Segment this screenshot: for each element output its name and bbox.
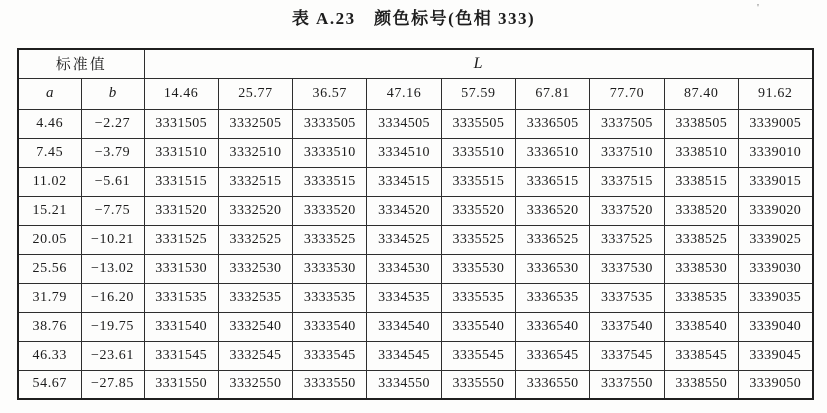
a-value-cell: 7.45 bbox=[18, 138, 81, 167]
code-cell: 3331505 bbox=[144, 109, 218, 138]
code-cell: 3332515 bbox=[218, 167, 292, 196]
table-row bbox=[18, 196, 813, 225]
code-cell: 3333550 bbox=[293, 370, 367, 399]
code-cell: 3332520 bbox=[218, 196, 292, 225]
l-group-header: L bbox=[144, 49, 813, 78]
code-cell: 3331520 bbox=[144, 196, 218, 225]
code-cell: 3337540 bbox=[590, 312, 664, 341]
code-cell: 3334525 bbox=[367, 225, 441, 254]
code-cell: 3335530 bbox=[441, 254, 515, 283]
code-cell: 3337515 bbox=[590, 167, 664, 196]
code-cell: 3333545 bbox=[293, 341, 367, 370]
b-value-cell: −2.27 bbox=[81, 109, 144, 138]
table-title: 表 A.23 颜色标号(色相 333) bbox=[291, 9, 536, 28]
code-cell: 3337535 bbox=[590, 283, 664, 312]
b-value-cell: −13.02 bbox=[81, 254, 144, 283]
table-row bbox=[18, 370, 813, 399]
code-cell: 3339040 bbox=[738, 312, 812, 341]
l-value-header: 25.77 bbox=[218, 78, 292, 109]
code-cell: 3337505 bbox=[590, 109, 664, 138]
table-row bbox=[18, 225, 813, 254]
code-cell: 3333520 bbox=[293, 196, 367, 225]
code-cell: 3338540 bbox=[664, 312, 738, 341]
a-value-cell: 38.76 bbox=[18, 312, 81, 341]
b-value-cell: −5.61 bbox=[81, 167, 144, 196]
a-value-cell: 4.46 bbox=[18, 109, 81, 138]
code-cell: 3331510 bbox=[144, 138, 218, 167]
code-cell: 3334530 bbox=[367, 254, 441, 283]
code-cell: 3339050 bbox=[738, 370, 812, 399]
code-cell: 3332505 bbox=[218, 109, 292, 138]
code-cell: 3331545 bbox=[144, 341, 218, 370]
code-cell: 3338505 bbox=[664, 109, 738, 138]
a-value-cell: 46.33 bbox=[18, 341, 81, 370]
code-cell: 3333525 bbox=[293, 225, 367, 254]
code-cell: 3332525 bbox=[218, 225, 292, 254]
code-cell: 3335545 bbox=[441, 341, 515, 370]
b-column-header: b bbox=[81, 78, 144, 109]
code-cell: 3337530 bbox=[590, 254, 664, 283]
code-cell: 3338510 bbox=[664, 138, 738, 167]
code-cell: 3337510 bbox=[590, 138, 664, 167]
table-row bbox=[18, 167, 813, 196]
color-code-table bbox=[17, 48, 814, 400]
code-cell: 3338550 bbox=[664, 370, 738, 399]
code-cell: 3332535 bbox=[218, 283, 292, 312]
code-cell: 3338520 bbox=[664, 196, 738, 225]
code-cell: 3333505 bbox=[293, 109, 367, 138]
l-value-header: 87.40 bbox=[664, 78, 738, 109]
code-cell: 3335540 bbox=[441, 312, 515, 341]
code-cell: 3335515 bbox=[441, 167, 515, 196]
code-cell: 3332545 bbox=[218, 341, 292, 370]
l-value-header: 36.57 bbox=[293, 78, 367, 109]
code-cell: 3332510 bbox=[218, 138, 292, 167]
code-cell: 3335510 bbox=[441, 138, 515, 167]
code-cell: 3332540 bbox=[218, 312, 292, 341]
code-cell: 3334540 bbox=[367, 312, 441, 341]
code-cell: 3339035 bbox=[738, 283, 812, 312]
table-row bbox=[18, 312, 813, 341]
code-cell: 3336520 bbox=[516, 196, 590, 225]
code-cell: 3333535 bbox=[293, 283, 367, 312]
table-row bbox=[18, 138, 813, 167]
code-cell: 3331535 bbox=[144, 283, 218, 312]
header-row-groups bbox=[18, 49, 813, 78]
code-cell: 3336550 bbox=[516, 370, 590, 399]
code-cell: 3332530 bbox=[218, 254, 292, 283]
table-row bbox=[18, 254, 813, 283]
code-cell: 3334505 bbox=[367, 109, 441, 138]
code-cell: 3333515 bbox=[293, 167, 367, 196]
code-cell: 3331515 bbox=[144, 167, 218, 196]
code-cell: 3331550 bbox=[144, 370, 218, 399]
code-cell: 3334520 bbox=[367, 196, 441, 225]
a-value-cell: 20.05 bbox=[18, 225, 81, 254]
l-value-header: 91.62 bbox=[738, 78, 812, 109]
code-cell: 3339015 bbox=[738, 167, 812, 196]
code-cell: 3335520 bbox=[441, 196, 515, 225]
l-value-header: 47.16 bbox=[367, 78, 441, 109]
code-cell: 3337525 bbox=[590, 225, 664, 254]
b-value-cell: −16.20 bbox=[81, 283, 144, 312]
code-cell: 3339010 bbox=[738, 138, 812, 167]
code-cell: 3338545 bbox=[664, 341, 738, 370]
code-cell: 3338525 bbox=[664, 225, 738, 254]
a-value-cell: 15.21 bbox=[18, 196, 81, 225]
code-cell: 3339045 bbox=[738, 341, 812, 370]
b-value-cell: −10.21 bbox=[81, 225, 144, 254]
code-cell: 3336545 bbox=[516, 341, 590, 370]
code-cell: 3337520 bbox=[590, 196, 664, 225]
standard-value-header: 标准值 bbox=[18, 49, 144, 78]
code-cell: 3335535 bbox=[441, 283, 515, 312]
table-row bbox=[18, 109, 813, 138]
table-row bbox=[18, 283, 813, 312]
l-value-header: 57.59 bbox=[441, 78, 515, 109]
code-cell: 3333530 bbox=[293, 254, 367, 283]
b-value-cell: −27.85 bbox=[81, 370, 144, 399]
code-cell: 3337550 bbox=[590, 370, 664, 399]
a-value-cell: 54.67 bbox=[18, 370, 81, 399]
l-value-header: 67.81 bbox=[516, 78, 590, 109]
a-value-cell: 31.79 bbox=[18, 283, 81, 312]
scan-artifact-mark: ' bbox=[757, 2, 759, 14]
code-cell: 3332550 bbox=[218, 370, 292, 399]
a-value-cell: 11.02 bbox=[18, 167, 81, 196]
code-cell: 3338530 bbox=[664, 254, 738, 283]
code-cell: 3336540 bbox=[516, 312, 590, 341]
code-cell: 3334535 bbox=[367, 283, 441, 312]
a-value-cell: 25.56 bbox=[18, 254, 81, 283]
code-cell: 3335550 bbox=[441, 370, 515, 399]
code-cell: 3339030 bbox=[738, 254, 812, 283]
a-column-header: a bbox=[18, 78, 81, 109]
code-cell: 3337545 bbox=[590, 341, 664, 370]
header-row-values bbox=[18, 78, 813, 109]
code-cell: 3338515 bbox=[664, 167, 738, 196]
b-value-cell: −19.75 bbox=[81, 312, 144, 341]
code-cell: 3333540 bbox=[293, 312, 367, 341]
code-cell: 3334550 bbox=[367, 370, 441, 399]
code-cell: 3336530 bbox=[516, 254, 590, 283]
table-row bbox=[18, 341, 813, 370]
code-cell: 3331540 bbox=[144, 312, 218, 341]
code-cell: 3336510 bbox=[516, 138, 590, 167]
code-cell: 3339025 bbox=[738, 225, 812, 254]
code-cell: 3334515 bbox=[367, 167, 441, 196]
b-value-cell: −23.61 bbox=[81, 341, 144, 370]
l-value-header: 14.46 bbox=[144, 78, 218, 109]
code-cell: 3334510 bbox=[367, 138, 441, 167]
b-value-cell: −3.79 bbox=[81, 138, 144, 167]
code-cell: 3331525 bbox=[144, 225, 218, 254]
code-cell: 3331530 bbox=[144, 254, 218, 283]
code-cell: 3336515 bbox=[516, 167, 590, 196]
code-cell: 3336525 bbox=[516, 225, 590, 254]
code-cell: 3338535 bbox=[664, 283, 738, 312]
code-cell: 3334545 bbox=[367, 341, 441, 370]
code-cell: 3335525 bbox=[441, 225, 515, 254]
code-cell: 3336505 bbox=[516, 109, 590, 138]
code-cell: 3336535 bbox=[516, 283, 590, 312]
code-cell: 3339005 bbox=[738, 109, 812, 138]
code-cell: 3339020 bbox=[738, 196, 812, 225]
code-cell: 3333510 bbox=[293, 138, 367, 167]
b-value-cell: −7.75 bbox=[81, 196, 144, 225]
l-value-header: 77.70 bbox=[590, 78, 664, 109]
code-cell: 3335505 bbox=[441, 109, 515, 138]
